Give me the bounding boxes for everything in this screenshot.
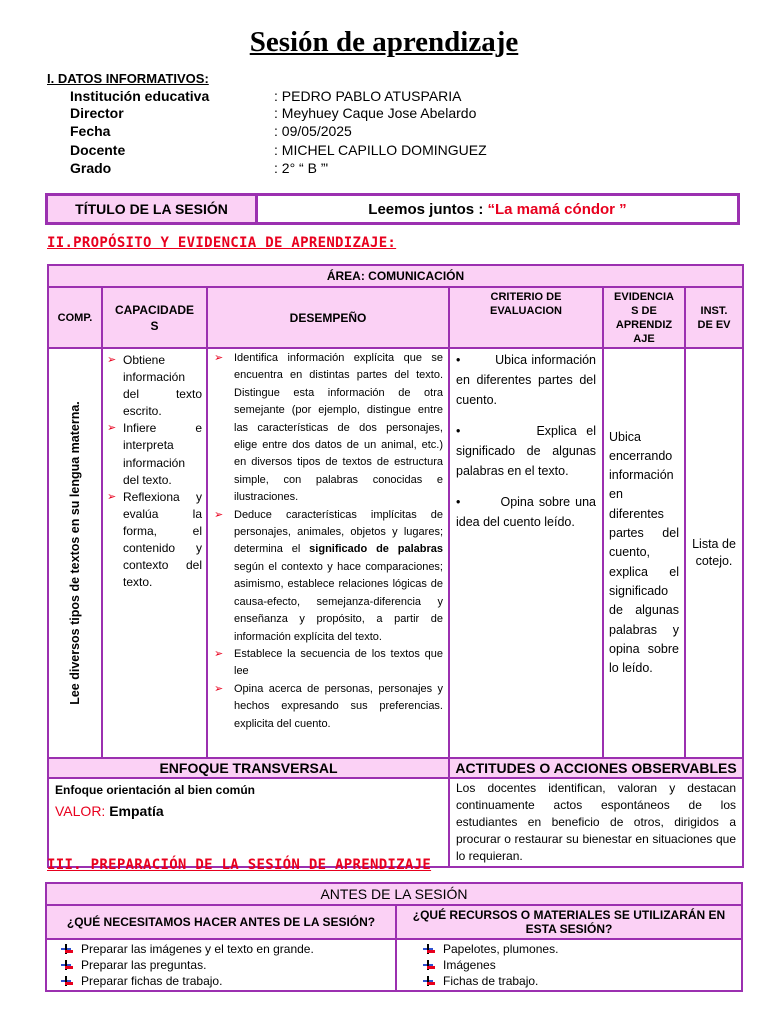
col1-header: ¿QUÉ NECESITAMOS HACER ANTES DE LA SESIÓN? [46, 905, 396, 939]
list-item: Fichas de trabajo. [419, 973, 719, 989]
capacidades-header: CAPACIDADE S [102, 287, 207, 348]
page-title: Sesión de aprendizaje [249, 26, 519, 58]
proposito-heading: II.PROPÓSITO Y EVIDENCIA DE APRENDIZAJE: [47, 235, 397, 251]
info-label: Grado [70, 160, 112, 176]
desempeno-text: según el contexto y hace comparaciones; asimismo, establece relaciones lógicas de causa-efecto, semejanza-diferencia y enseñanza y propósito, a partir de información explícita del texto. [234, 560, 443, 643]
desempeno-bold: significado de palabras [309, 543, 443, 556]
area-header: ÁREA: COMUNICACIÓN [48, 265, 743, 287]
enfoque-cell [48, 778, 449, 867]
info-label: Docente [70, 142, 126, 158]
list-item: Preparar fichas de trabajo. [57, 973, 385, 989]
competencia-text: Lee diversos tipos de textos en su lengua materna. [68, 401, 82, 705]
preparacion-heading: III. PREPARACIÓN DE LA SESIÓN DE APRENDIZAJE [47, 857, 432, 873]
actitudes-cell: Los docentes identifican, valoran y destacan continuamente actos espontáneos de los estudiantes en beneficio de otros, dirigidos a procurar o restaurar su bienestar en situaciones que lo requieran. [449, 778, 743, 867]
valor-line [55, 803, 442, 819]
enfoque-name: Enfoque orientación al bien común [55, 783, 256, 797]
desempeno-cell [207, 348, 449, 758]
desempeno-header: DESEMPEÑO [207, 287, 449, 348]
preparation-table [45, 882, 743, 992]
instrumento-cell: Lista de cotejo. [685, 348, 743, 758]
evidencia-cell: Ubica encerrando información en diferentes partes del cuento, explica el significado de algunas palabras y opina sobre lo leído. [603, 348, 685, 758]
col2-header: ¿QUÉ RECURSOS O MATERIALES SE UTILIZARÁN EN ESTA SESIÓN? [396, 905, 742, 939]
actitudes-header: ACTITUDES O ACCIONES OBSERVABLES [449, 758, 743, 778]
info-value: : 2° “ B ”' [274, 160, 329, 176]
info-label: Director [70, 105, 124, 121]
capacidad-item: ➢ Infiere e interpreta información del texto. [107, 420, 202, 488]
datos-heading: I. DATOS INFORMATIVOS: [47, 71, 209, 86]
info-value: : PEDRO PABLO ATUSPARIA [274, 88, 462, 104]
competencia-cell [48, 348, 102, 758]
info-value: : MICHEL CAPILLO DOMINGUEZ [274, 142, 487, 158]
capacidad-item: ➢ Obtiene información del texto escrito. [107, 352, 202, 420]
evidencias-header: EVIDENCIA S DE APRENDIZ AJE [603, 287, 685, 348]
capacidades-cell [102, 348, 207, 758]
desempeno-text: Deduce características implícitas de personajes, animales, objetos y lugares; determina el [234, 508, 443, 556]
desempeno-item: ➢ Opina acerca de personas, personajes y hechos expresando sus preferencias. explicita del cuento. [214, 681, 443, 733]
col1-list [46, 939, 396, 991]
session-title-prefix: Leemos juntos : [368, 200, 488, 218]
info-value: : 09/05/2025 [274, 123, 352, 139]
capacidad-item: ➢ Reflexiona y evalúa la forma, el contenido y contexto del texto. [107, 489, 202, 592]
inst-header: INST. DE EV [685, 287, 743, 348]
criterio-item: • Opina sobre una idea del cuento leído. [456, 495, 600, 529]
valor-label: VALOR: [55, 803, 106, 819]
criterio-item: • Ubica información en diferentes partes del cuento. [456, 353, 600, 407]
session-title-box [45, 193, 740, 225]
desempeno-item: ➢ Establece la secuencia de los textos que lee [214, 646, 443, 681]
session-title-value [258, 196, 737, 222]
criterio-item: • Explica el significado de algunas palabras en el texto. [456, 424, 600, 478]
session-title-story: “La mamá cóndor ” [487, 200, 627, 218]
session-title-label: TÍTULO DE LA SESIÓN [48, 196, 258, 222]
info-label: Fecha [70, 123, 111, 139]
desempeno-item [214, 507, 443, 646]
col2-list [396, 939, 742, 991]
list-item: Preparar las imágenes y el texto en grande. [57, 941, 385, 957]
list-item: Imágenes [419, 957, 719, 973]
comp-header: COMP. [48, 287, 102, 348]
enfoque-header: ENFOQUE TRANSVERSAL [48, 758, 449, 778]
list-item: Preparar las preguntas. [57, 957, 385, 973]
criterio-header: CRITERIO DE EVALUACION [449, 287, 603, 348]
purpose-table [47, 264, 744, 868]
list-item: Papelotes, plumones. [419, 941, 719, 957]
antes-header: ANTES DE LA SESIÓN [46, 883, 742, 905]
info-label: Institución educativa [70, 88, 210, 104]
info-value: : Meyhuey Caque Jose Abelardo [274, 105, 477, 121]
valor-value: Empatía [109, 803, 164, 819]
criterios-cell [449, 348, 603, 758]
desempeno-item: ➢ Identifica información explícita que se encuentra en distintas partes del texto. Distingue esta información de otra semejante (por ejemplo, distingue entre las características de dos personajes, elige entre dos datos de un animal, etc.) en diversos tipos de textos de estructura simple, con palabras conocidas e ilustraciones. [214, 350, 443, 507]
